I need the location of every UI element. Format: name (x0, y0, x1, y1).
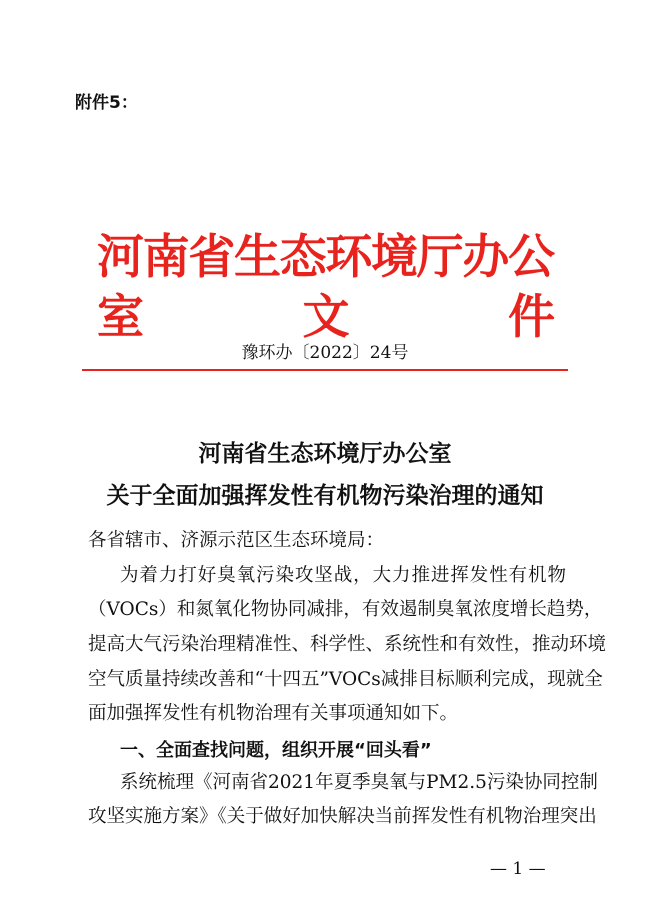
paragraph-line: 面加强挥发性有机物治理有关事项通知如下。 (88, 703, 459, 724)
page-number: — 1 — (490, 859, 546, 879)
paragraph-line: 系统梳理《河南省2021年夏季臭氧与PM2.5污染协同控制 (120, 772, 598, 793)
attachment-label: 附件5： (75, 93, 138, 113)
addressee: 各省辖市、济源示范区生态环境局： (88, 530, 385, 551)
document-number: 豫环办〔2022〕24号 (241, 343, 409, 363)
paragraph-line: （VOCs）和氮氧化物协同减排，有效遏制臭氧浓度增长趋势， (88, 599, 603, 620)
document-header-title: 河南省生态环境厅办公室文件 (97, 230, 553, 345)
notice-title-line-2: 关于全面加强挥发性有机物污染治理的通知 (106, 482, 544, 509)
paragraph-line: 空气质量持续改善和“十四五”VOCs减排目标顺利完成，现就全 (88, 669, 603, 690)
section-heading: 一、全面查找问题，组织开展“回头看” (120, 740, 432, 761)
paragraph-line: 攻坚实施方案》《关于做好加快解决当前挥发性有机物治理突出 (88, 806, 597, 827)
paragraph-line: 为着力打好臭氧污染攻坚战，大力推进挥发性有机物 (120, 565, 566, 586)
paragraph-line: 提高大气污染治理精准性、科学性、系统性和有效性，推动环境 (88, 634, 607, 655)
red-divider (82, 369, 568, 371)
notice-title-line-1: 河南省生态环境厅办公室 (198, 440, 452, 467)
